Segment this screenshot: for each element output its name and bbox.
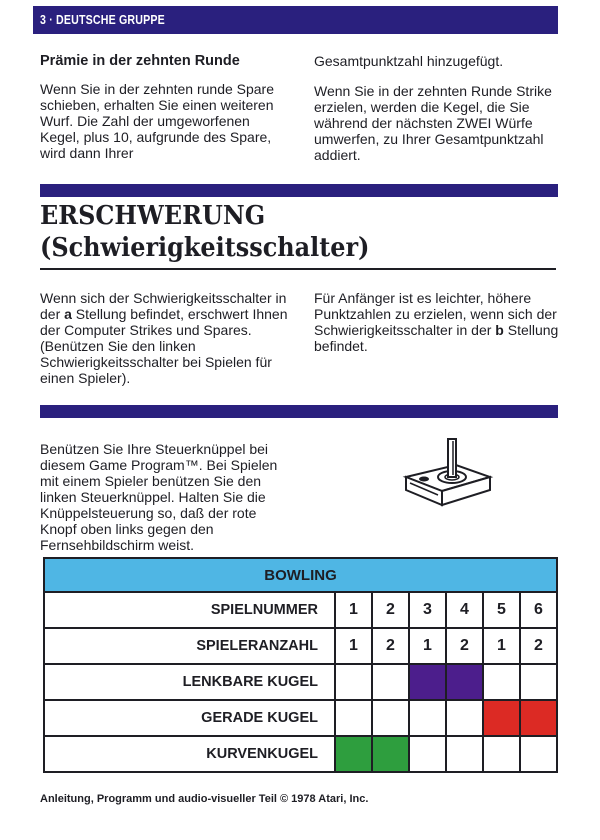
- page-header-text: 3 · DEUTSCHE GRUPPE: [40, 13, 165, 27]
- color-cell: [483, 664, 520, 700]
- color-cell: [446, 664, 483, 700]
- color-cell: [409, 736, 446, 772]
- color-cell: [483, 700, 520, 736]
- table-title: BOWLING: [44, 558, 557, 592]
- section-divider-bar: [40, 184, 558, 197]
- row-label: KURVENKUGEL: [44, 736, 335, 772]
- section2-right-column: [314, 290, 562, 354]
- copyright-footer: Anleitung, Programm und audio-visueller Teil © 1978 Atari, Inc.: [40, 793, 369, 805]
- table-cell: 2: [446, 628, 483, 664]
- section1-left-column: [40, 53, 292, 161]
- table-cell: 1: [409, 628, 446, 664]
- table-cell: 2: [520, 628, 557, 664]
- section2-left-column: [40, 290, 290, 386]
- section3-paragraph: Benützen Sie Ihre Steuerknüppel bei diesem Game Program™. Bei Spielen mit einem Spieler benützen Sie den linken Steuerknüppel. Halten Sie die Knüppelsteuerung so, daß der rote Knopf oben links gegen den Fernsehbildschirm weist.: [40, 441, 278, 553]
- table-row: [44, 628, 557, 664]
- color-cell: [372, 664, 409, 700]
- row-label: LENKBARE KUGEL: [44, 664, 335, 700]
- table-cell: 6: [520, 592, 557, 628]
- color-cell: [520, 736, 557, 772]
- row-label: GERADE KUGEL: [44, 700, 335, 736]
- table-cell: 2: [372, 592, 409, 628]
- table-cell: 3: [409, 592, 446, 628]
- row-label: SPIELERANZAHL: [44, 628, 335, 664]
- section3-column: [40, 441, 292, 553]
- table-row: [44, 664, 557, 700]
- row-label: SPIELNUMMER: [44, 592, 335, 628]
- joystick-icon: [398, 435, 498, 515]
- color-cell: [372, 700, 409, 736]
- table-row: [44, 700, 557, 736]
- color-cell: [335, 664, 372, 700]
- section-divider-bar: [40, 405, 558, 418]
- section1-left-paragraph: Wenn Sie in der zehnten runde Spare schieben, erhalten Sie einen weiteren Wurf. Die Zahl der umgeworfenen Kegel, plus 10, aufgrunde des Spare, wird dann Ihrer: [40, 81, 275, 161]
- table-cell: 5: [483, 592, 520, 628]
- color-cell: [409, 664, 446, 700]
- section1-right-column: [314, 53, 562, 163]
- section2-title-line1: ERSCHWERUNG: [40, 201, 266, 231]
- table-row: [44, 592, 557, 628]
- section2-title: [40, 200, 369, 264]
- color-cell: [335, 736, 372, 772]
- page-header-bar: [33, 6, 558, 34]
- section2-title-line2: (Schwierigkeitsschalter): [40, 233, 370, 263]
- color-cell: [446, 700, 483, 736]
- color-cell: [520, 700, 557, 736]
- section1-right-paragraph: Wenn Sie in der zehnten Runde Strike erzielen, werden die Kegel, die Sie während der nächsten ZWEI Würfe umwerfen, zu Ihrer Gesamtpunktzahl addiert.: [314, 83, 552, 163]
- title-underline: [40, 268, 556, 270]
- color-cell: [372, 736, 409, 772]
- table-cell: 1: [335, 628, 372, 664]
- table-cell: 4: [446, 592, 483, 628]
- table-cell: 1: [483, 628, 520, 664]
- color-cell: [446, 736, 483, 772]
- color-cell: [409, 700, 446, 736]
- table-cell: 2: [372, 628, 409, 664]
- section1-right-continuation: Gesamtpunktzahl hinzugefügt.: [314, 53, 504, 69]
- section2-left-paragraph: Wenn sich der Schwierigkeitsschalter in der a Stellung befindet, erschwert Ihnen der Computer Strikes und Spares. (Benützen Sie den linken Schwierigkeitsschalter bei Spielen für einen Spieler).: [40, 290, 288, 386]
- color-cell: [520, 664, 557, 700]
- section2-right-paragraph: Für Anfänger ist es leichter, höhere Punktzahlen zu erzielen, wenn sich der Schwierigkeitsschalter in der b Stellung befindet.: [314, 290, 559, 354]
- section1-heading: Prämie in der zehnten Runde: [40, 53, 240, 69]
- table-cell: 1: [335, 592, 372, 628]
- color-cell: [335, 700, 372, 736]
- bowling-game-table: [43, 557, 558, 773]
- color-cell: [483, 736, 520, 772]
- table-row: [44, 736, 557, 772]
